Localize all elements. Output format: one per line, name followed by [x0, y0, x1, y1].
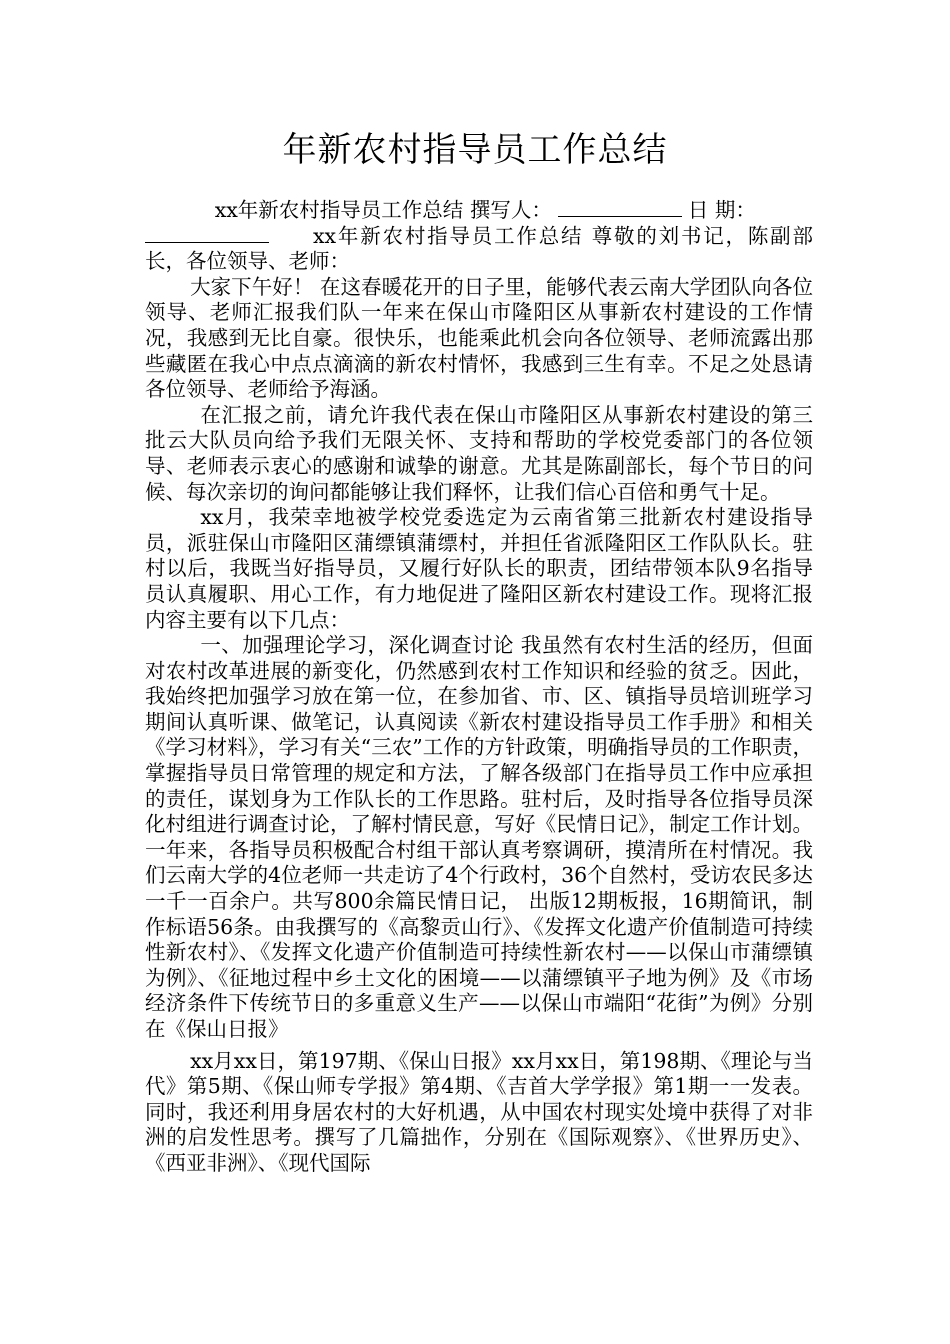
header-line-author-label: xx年新农村指导员工作总结 撰写人：: [214, 198, 552, 222]
header-line-salutation: xx年新农村指导员工作总结 尊敬的刘书记，陈副部长，各位领导、老师：: [145, 223, 813, 274]
header-line-date-label: 日 期：: [687, 198, 756, 222]
header-line-continued: [145, 224, 813, 275]
document-body: [145, 198, 813, 1177]
paragraph-4: 一、加强理论学习，深化调查讨论 我虽然有农村生活的经历，但面对农村改革进展的新变化，仍然感到农村工作知识和经验的贫乏。因此，我始终把加强学习放在第一位，在参加省、市、区、镇指导员培训班学习期间认真听课、做笔记，认真阅读《新农村建设指导员工作手册》和相关《学习材料》，学习有关“三农”工作的方针政策，明确指导员的工作职责，掌握指导员日常管理的规定和方法，了解各级部门在指导员工作中应承担的责任，谋划身为工作队长的工作思路。驻村后，及时指导各位指导员深化村组进行调查讨论，了解村情民意，写好《民情日记》，制定工作计划。一年来，各指导员积极配合村组干部认真考察调研，摸清所在村情况。我们云南大学的4位老师一共走访了4个行政村，36个自然村，受访农民多达一千一百余户。共写800余篇民情日记， 出版12期板报，16期简讯，制作标语56条。由我撰写的《高黎贡山行》、《发挥文化遗产价值制造可持续性新农村》、《发挥文化遗产价值制造可持续性新农村——以保山市蒲缥镇为例》、《征地过程中乡土文化的困境——以蒲缥镇平子地为例》及《市场经济条件下传统节日的多重意义生产——以保山市端阳“花街”为例》分别在《保山日报》: [145, 633, 813, 1041]
header-line: [145, 198, 813, 224]
document-title: 年新农村指导员工作总结: [282, 130, 668, 170]
paragraph-2: 在汇报之前，请允许我代表在保山市隆阳区从事新农村建设的第三批云大队员向给予我们无限关怀、支持和帮助的学校党委部门的各位领导、老师表示衷心的感谢和诚挚的谢意。尤其是陈副部长，每个节日的问候、每次亲切的询问都能够让我们释怀，让我们信心百倍和勇气十足。: [145, 402, 813, 504]
date-blank: [145, 224, 269, 243]
paragraph-3: xx月，我荣幸地被学校党委选定为云南省第三批新农村建设指导员，派驻保山市隆阳区蒲缥镇蒲缥村，并担任省派隆阳区工作队队长。驻村以后，我既当好指导员，又履行好队长的职责，团结带领本队9名指导员认真履职、用心工作，有力地促进了隆阳区新农村建设工作。现将汇报内容主要有以下几点：: [145, 505, 813, 632]
paragraph-1: 大家下午好！ 在这春暖花开的日子里，能够代表云南大学团队向各位领导、老师汇报我们队一年来在保山市隆阳区从事新农村建设的工作情况，我感到无比自豪。很快乐，也能乘此机会向各位领导、老师流露出那些藏匿在我心中点点滴滴的新农村情怀，我感到三生有幸。不足之处恳请各位领导、老师给予海涵。: [145, 274, 813, 402]
paragraph-5: xx月xx日，第197期、《保山日报》xx月xx日，第198期、《理论与当代》第5期、《保山师专学报》第4期、《吉首大学学报》第1期一一发表。同时，我还利用身居农村的大好机遇，从中国农村现实处境中获得了对非洲的启发性思考。撰写了几篇拙作，分别在《国际观察》、《世界历史》、《西亚非洲》、《现代国际: [145, 1048, 813, 1175]
author-blank: [558, 198, 682, 217]
